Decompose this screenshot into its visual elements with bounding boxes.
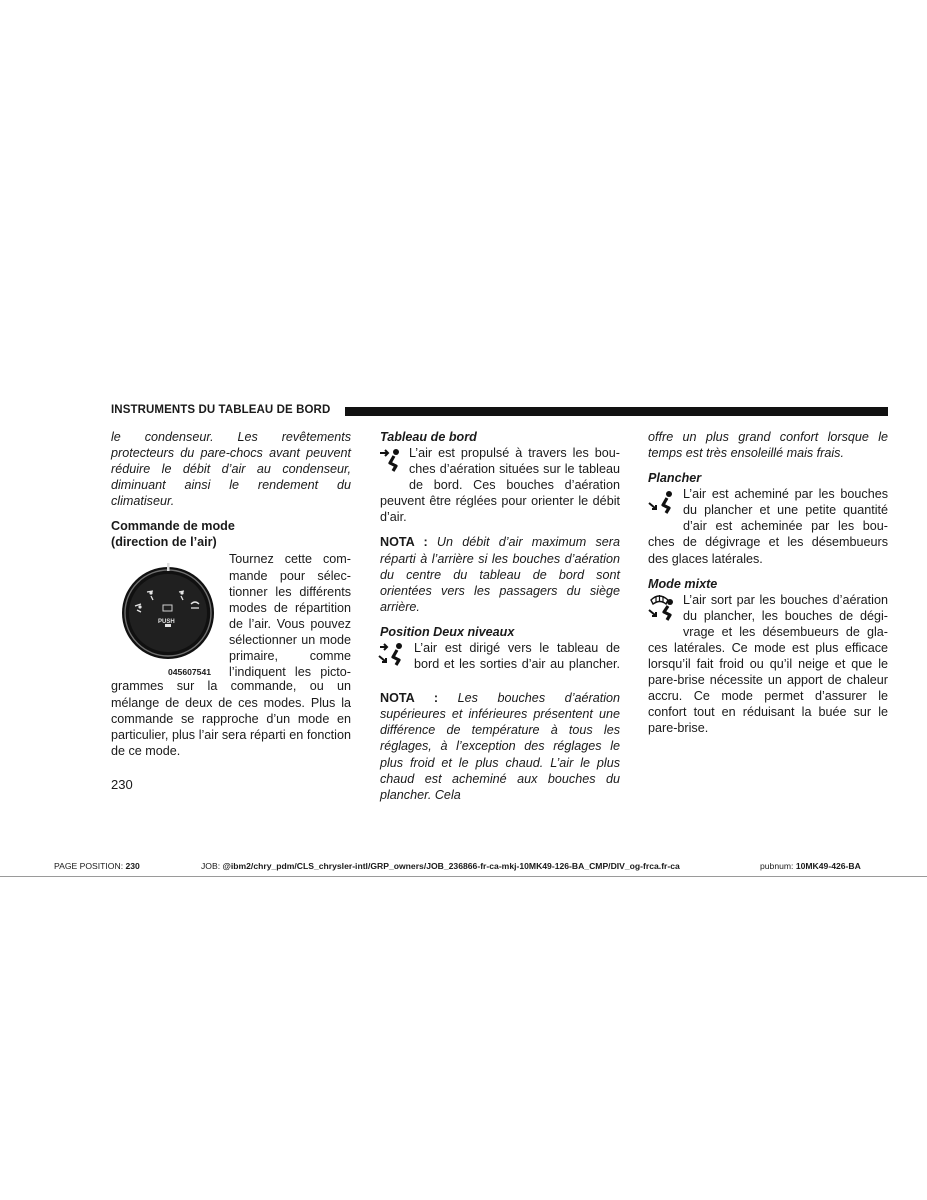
plancher-line: du plancher et une petite quantité	[683, 503, 888, 518]
plancher-heading: Plancher	[648, 471, 702, 486]
column-3	[648, 429, 888, 737]
footer-rule	[0, 876, 927, 877]
intro-paragraph: le condenseur. Les revêtements protecteurs du pare-chocs avant peuvent réduire le débit d’air au condenseur, diminuant ainsi le rendement du climatiseur.	[111, 430, 351, 509]
header-rule	[345, 407, 888, 416]
wrap-line: modes de répartition	[229, 600, 351, 615]
mixte-heading: Mode mixte	[648, 576, 718, 591]
mixte-block	[648, 592, 888, 737]
wrap-line: tionner les différents	[229, 584, 351, 599]
nota-2-text: Les bouches d’aération supérieures et inférieures présentent une différence de température à tous les réglages, à l’exception des réglages le plus froid et le plus chaud. L’air le plus chaud est acheminé aux bouches du plancher. Cela	[380, 691, 620, 802]
bilevel-mode-icon	[378, 642, 406, 668]
section-header-title: INSTRUMENTS DU TABLEAU DE BORD	[111, 404, 331, 416]
footer-page-position	[54, 861, 140, 871]
footer-pubnum-label: pubnum:	[760, 861, 794, 871]
column-2	[380, 429, 620, 803]
mixte-line: du plancher, les bouches de dégi-	[683, 608, 888, 623]
footer-job-value: @ibm2/chry_pdm/CLS_chrysler-intl/GRP_owners/JOB_236866-fr-ca-mkj-10MK49-126-BA_CMP/DIV_og-frca.fr-ca	[222, 861, 680, 871]
tableau-block	[380, 445, 620, 525]
mode-wrap-text	[229, 551, 351, 680]
mode-knob-figure	[111, 550, 228, 678]
wrap-line: mande pour sélec-	[229, 568, 351, 583]
footer-pubnum	[760, 861, 861, 871]
nota-1-label: NOTA :	[380, 535, 428, 550]
plancher-block	[648, 486, 888, 566]
knob-push-label: PUSH	[158, 619, 175, 626]
nota-2	[380, 690, 620, 803]
mode-figure-block	[111, 550, 351, 678]
floor-mode-icon	[648, 490, 676, 516]
column-1	[111, 429, 351, 759]
continued-paragraph: offre un plus grand confort lorsque le temps est très ensoleillé mais frais.	[648, 430, 888, 461]
plancher-line: L’air est acheminé par les bouches	[683, 487, 888, 502]
mode-body-paragraph: grammes sur la commande, ou un mélange de deux de ces modes. Plus la commande se rapproche d’un mode en particulier, plus l’air sera réparti en fonction de ce mode.	[111, 679, 351, 758]
footer-page-position-label: PAGE POSITION:	[54, 861, 124, 871]
mixed-mode-icon	[648, 592, 678, 622]
mixte-line: L’air sort par les bouches d’aération	[683, 592, 888, 607]
wrap-line: Tournez cette com-	[229, 552, 351, 567]
bilevel-line: L’air est dirigé vers le tableau de	[414, 640, 620, 655]
plancher-rest: ches de dégivrage et les désembueurs des glaces latérales.	[648, 535, 888, 566]
tableau-rest: peuvent être réglées pour orienter le débit d’air.	[380, 494, 620, 525]
footer-job	[201, 861, 680, 871]
nota-2-label: NOTA :	[380, 691, 439, 706]
image-reference-id: 045607541	[168, 667, 212, 678]
tableau-line: ches d’aération situées sur le tableau	[409, 462, 620, 477]
wrap-line: primaire, comme	[229, 649, 351, 664]
bilevel-heading: Position Deux niveaux	[380, 624, 515, 639]
plancher-line: d’air est acheminée par les bou-	[683, 519, 888, 534]
tableau-line: de bord. Ces bouches d’aération	[409, 478, 620, 493]
page-number: 230	[111, 777, 133, 792]
footer-page-position-value: 230	[125, 861, 140, 871]
tableau-heading: Tableau de bord	[380, 430, 477, 444]
nota-1-text: Un débit d’air maximum sera réparti à l’arrière si les bouches d’aération du centre du tableau de bord sont orientées vers les passagers du siège arrière.	[380, 535, 621, 614]
wrap-line: sélectionner un mode	[229, 632, 351, 647]
mode-heading-line2: (direction de l’air)	[111, 535, 217, 550]
mode-heading-line1: Commande de mode	[111, 519, 235, 534]
tableau-line: L’air est propulsé à travers les bou-	[409, 446, 620, 460]
mixte-rest: ces latérales. Ce mode est plus efficace lorsqu’il fait froid ou qu’il neige et que le pare-brise nécessite un apport de chaleur accru. Ce mode permet d’assurer le confort tout en réduisant la buée sur le pare-brise.	[648, 640, 888, 736]
bilevel-line: bord et les sorties d’air au plancher.	[414, 657, 620, 672]
mixte-line: vrage et les désembueurs de gla-	[683, 624, 888, 639]
wrap-line: l’indiquent les picto-	[229, 665, 351, 680]
nota-1	[380, 534, 620, 614]
wrap-line: de l’air. Vous pouvez	[229, 616, 351, 631]
bilevel-block	[380, 640, 620, 672]
footer-pubnum-value: 10MK49-426-BA	[795, 861, 861, 871]
panel-mode-icon	[378, 447, 404, 473]
footer-job-label: JOB:	[201, 861, 221, 871]
